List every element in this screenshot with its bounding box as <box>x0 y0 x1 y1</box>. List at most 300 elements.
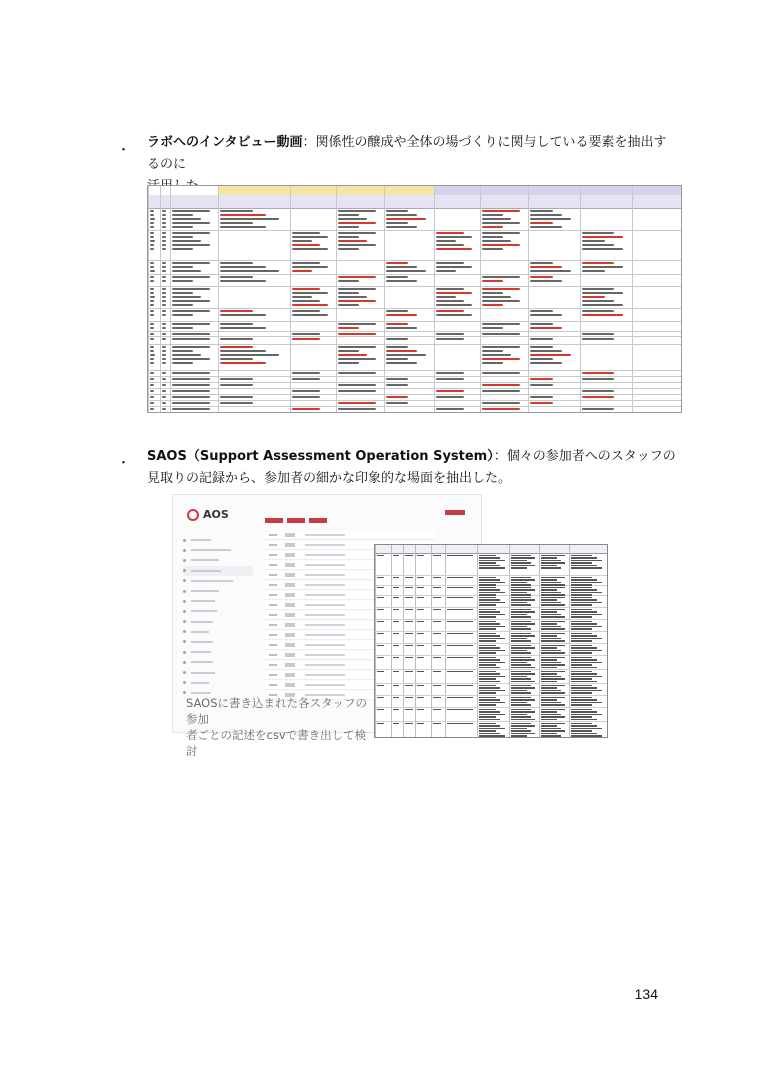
sheet-cell-text <box>220 280 266 282</box>
sheet-cell-text <box>482 402 520 404</box>
sheet-cell-text <box>530 314 562 316</box>
sheet-cell-text <box>150 408 154 410</box>
csv-cell-text <box>479 730 496 732</box>
sheet-cell-text <box>172 314 193 316</box>
sheet-cell-text <box>386 276 408 278</box>
csv-cell-text <box>479 659 501 661</box>
aos-row-avatar <box>285 553 295 557</box>
sheet-cell-text <box>150 248 154 250</box>
sheet-cell-text <box>436 304 472 306</box>
aos-row-title <box>305 614 345 616</box>
sheet-cell-text <box>386 346 408 348</box>
csv-cell-text <box>541 704 565 706</box>
sheet-cell-text <box>530 280 562 282</box>
sheet-cell-text <box>150 384 154 386</box>
csv-row <box>375 655 607 670</box>
csv-cell-text <box>377 609 385 611</box>
sheet-cell-text <box>436 372 464 374</box>
sheet-cell-text <box>220 396 253 398</box>
csv-cell-text <box>511 589 535 591</box>
csv-cell-text <box>447 723 473 725</box>
sheet-cell-text <box>172 338 210 340</box>
csv-cell-text <box>479 692 496 694</box>
sheet-cell-text <box>292 296 312 298</box>
csv-cell-text <box>571 728 603 730</box>
csv-cell-text <box>405 555 413 557</box>
csv-cell-text <box>511 597 531 599</box>
csv-cell-text <box>479 673 501 675</box>
csv-cell-text <box>479 723 496 725</box>
csv-cell-text <box>479 647 501 649</box>
aos-row-avatar <box>285 613 295 617</box>
csv-cell-text <box>433 645 441 647</box>
sheet-cell-text <box>162 350 166 352</box>
csv-cell-text <box>377 633 385 635</box>
sheet-cell-text <box>338 408 376 410</box>
csv-cell-text <box>541 611 557 613</box>
csv-cell-text <box>479 676 505 678</box>
csv-cell-text <box>433 723 441 725</box>
aos-row-avatar <box>285 633 295 637</box>
aos-row-avatar <box>285 663 295 667</box>
sheet-cell-text <box>582 240 605 242</box>
csv-cell-text <box>479 567 505 569</box>
sheet-cell-text <box>220 346 253 348</box>
sheet-cell-text <box>172 310 210 312</box>
csv-cell-text <box>571 719 597 721</box>
aos-sidebar-item <box>183 586 253 596</box>
csv-cell-text <box>541 640 565 642</box>
csv-cell-text <box>541 678 565 680</box>
sheet-cell-text <box>150 266 154 268</box>
sheet-cell-text <box>292 240 312 242</box>
csv-cell-text <box>511 647 535 649</box>
sheet-cell-text <box>338 346 376 348</box>
csv-cell-text <box>393 697 400 699</box>
csv-cell-text <box>417 657 425 659</box>
csv-cell-text <box>479 664 496 666</box>
sheet-cell-text <box>162 390 166 392</box>
sheet-cell-text <box>482 390 520 392</box>
aos-sidebar <box>183 535 253 698</box>
csv-cell-text <box>541 614 561 616</box>
sheet-cell-text <box>172 372 210 374</box>
csv-cell-text <box>479 614 505 616</box>
sheet-cell-text <box>150 333 154 335</box>
sheet-cell-text <box>436 296 456 298</box>
csv-cell-text <box>511 714 527 716</box>
paragraph-heading: ラボへのインタビュー動画 <box>147 135 303 150</box>
csv-cell-text <box>447 621 473 623</box>
aos-row-avatar <box>285 623 295 627</box>
sheet-cell-text <box>582 244 614 246</box>
sheet-cell-text <box>172 384 210 386</box>
sheet-cell-text <box>172 296 201 298</box>
aos-row-title <box>305 684 345 686</box>
csv-cell-text <box>511 640 531 642</box>
sheet-cell-text <box>172 390 210 392</box>
sheet-cell-text <box>150 236 154 238</box>
sheet-cell-text <box>530 270 571 272</box>
sheet-cell-text <box>338 240 367 242</box>
sheet-cell-text <box>338 226 359 228</box>
csv-cell-text <box>405 723 413 725</box>
csv-cell-text <box>571 599 597 601</box>
csv-cell-text <box>447 577 473 579</box>
sheet-cell-text <box>436 236 472 238</box>
aos-row-avatar <box>285 603 295 607</box>
sheet-cell-text <box>530 226 562 228</box>
csv-cell-text <box>511 633 531 635</box>
csv-cell-text <box>571 664 592 666</box>
sheet-cell-text <box>582 390 614 392</box>
screenshot-caption <box>186 695 376 759</box>
csv-cell-text <box>571 626 603 628</box>
csv-cell-text <box>511 621 531 623</box>
sheet-cell-text <box>292 333 320 335</box>
csv-cell-text <box>541 626 561 628</box>
csv-cell-text <box>541 730 565 732</box>
sheet-cell-text <box>162 292 166 294</box>
sheet-cell-text <box>436 378 464 380</box>
sheet-cell-text <box>172 304 193 306</box>
csv-cell-text <box>511 582 527 584</box>
aos-sidebar-label <box>191 559 219 561</box>
sheet-cell-text <box>162 244 166 246</box>
csv-cell-text <box>377 577 385 579</box>
csv-cell-text <box>511 662 527 664</box>
sheet-cell-text <box>292 396 320 398</box>
sheet-cell-text <box>172 292 193 294</box>
csv-cell-text <box>541 676 561 678</box>
sheet-cell-text <box>150 296 155 298</box>
aos-sidebar-item <box>183 627 253 637</box>
sheet-cell-text <box>292 270 312 272</box>
sheet-cell-text <box>338 276 376 278</box>
sheet-cell-text <box>162 310 166 312</box>
csv-cell-text <box>433 657 441 659</box>
csv-cell-text <box>511 616 531 618</box>
sheet-cell-text <box>292 310 320 312</box>
csv-cell-text <box>571 565 597 567</box>
sheet-cell-text <box>162 296 166 298</box>
csv-cell-text <box>571 604 592 606</box>
csv-cell-text <box>433 709 441 711</box>
csv-cell-text <box>393 633 400 635</box>
sheet-cell-text <box>386 280 417 282</box>
aos-row-title <box>305 584 345 586</box>
csv-cell-text <box>511 604 531 606</box>
sheet-cell-text <box>338 248 359 250</box>
csv-cell-text <box>541 723 565 725</box>
sheet-cell-text <box>482 276 520 278</box>
csv-cell-text <box>541 716 565 718</box>
sheet-cell-text <box>172 236 193 238</box>
csv-cell-text <box>541 725 557 727</box>
aos-row-title <box>305 564 345 566</box>
aos-sidebar-item <box>183 667 253 677</box>
sheet-cell-text <box>338 372 376 374</box>
sheet-cell-text <box>220 218 279 220</box>
sheet-cell-text <box>162 288 166 290</box>
sheet-cell-text <box>386 384 408 386</box>
csv-cell-text <box>541 692 565 694</box>
csv-cell-text <box>479 652 496 654</box>
sheet-cell-text <box>162 276 166 278</box>
csv-cell-text <box>571 662 603 664</box>
sheet-cell-text <box>292 300 320 302</box>
sheet-cell-text <box>172 378 210 380</box>
csv-cell-text <box>511 623 535 625</box>
aos-sidebar-item <box>183 545 253 555</box>
sheet-cell-text <box>530 323 553 325</box>
sheet-cell-text <box>150 240 155 242</box>
sheet-cell-text <box>292 236 328 238</box>
csv-cell-text <box>479 671 496 673</box>
sheet-cell-text <box>386 262 408 264</box>
csv-cell-text <box>479 711 501 713</box>
aos-row-avatar <box>285 563 295 567</box>
csv-cell-text <box>511 560 527 562</box>
csv-cell-text <box>541 633 565 635</box>
csv-cell-text <box>417 577 425 579</box>
sheet-cell-text <box>220 262 253 264</box>
csv-cell-text <box>393 657 400 659</box>
csv-cell-text <box>541 719 557 721</box>
sheet-cell-text <box>530 346 553 348</box>
sheet-cell-text <box>292 292 328 294</box>
csv-cell-text <box>511 602 527 604</box>
csv-cell-text <box>541 602 561 604</box>
csv-cell-text <box>479 582 505 584</box>
sheet-cell-text <box>150 372 154 374</box>
aos-sidebar-label <box>191 631 209 633</box>
sheet-cell-text <box>172 280 193 282</box>
csv-cell-text <box>541 592 561 594</box>
csv-cell-text <box>511 657 531 659</box>
csv-cell-text <box>511 681 535 683</box>
sheet-cell-text <box>220 222 253 224</box>
sheet-cell-text <box>162 280 166 282</box>
sheet-cell-text <box>436 248 472 250</box>
csv-cell-text <box>417 597 425 599</box>
csv-cell-text <box>511 664 531 666</box>
aos-row-avatar <box>285 593 295 597</box>
sheet-cell-text <box>292 408 320 410</box>
sheet-cell-text <box>530 262 553 264</box>
csv-cell-text <box>541 728 561 730</box>
aos-row-title <box>305 554 345 556</box>
csv-cell-text <box>541 699 557 701</box>
csv-cell-text <box>479 555 496 557</box>
csv-cell-text <box>511 704 531 706</box>
csv-cell-text <box>393 577 400 579</box>
sheet-cell-text <box>220 350 266 352</box>
aos-sidebar-label <box>191 590 219 592</box>
sheet-cell-text <box>582 310 614 312</box>
sheet-cell-text <box>482 248 503 250</box>
sheet-cell-text <box>436 310 464 312</box>
sheet-cell-text <box>386 323 408 325</box>
sheet-cell-text <box>530 214 562 216</box>
aos-row-id <box>269 614 277 616</box>
csv-cell-text <box>479 709 496 711</box>
sheet-cell-text <box>582 292 623 294</box>
sheet-cell-text <box>220 266 266 268</box>
csv-cell-text <box>479 626 505 628</box>
csv-cell-text <box>479 599 501 601</box>
sheet-cell-text <box>220 402 253 404</box>
sheet-cell-text <box>386 210 408 212</box>
csv-cell-text <box>417 587 425 589</box>
csv-cell-text <box>417 609 425 611</box>
sheet-cell-text <box>172 288 210 290</box>
csv-cell-text <box>541 690 561 692</box>
sheet-cell-text <box>338 288 376 290</box>
csv-cell-text <box>541 616 565 618</box>
csv-cell-text <box>479 623 501 625</box>
aos-sidebar-label <box>191 610 217 612</box>
paragraph-text: ：関係性の醸成や全体の場づくりに関与している要素を抽出するのに <box>147 135 667 172</box>
sheet-cell-text <box>150 327 154 329</box>
csv-cell-text <box>541 628 565 630</box>
sheet-cell-text <box>386 226 417 228</box>
sheet-cell-text <box>150 210 154 212</box>
csv-cell-text <box>571 690 603 692</box>
sheet-cell-text <box>582 378 614 380</box>
aos-logo-text: AOS <box>203 508 229 521</box>
sheet-cell-text <box>482 300 520 302</box>
sheet-cell-text <box>386 358 408 360</box>
csv-cell-text <box>479 699 501 701</box>
sheet-cell-text <box>172 350 193 352</box>
sheet-cell-text <box>162 372 166 374</box>
csv-cell-text <box>479 645 496 647</box>
sheet-cell-text <box>386 350 417 352</box>
sheet-cell-text <box>338 210 376 212</box>
sheet-cell-text <box>530 266 562 268</box>
sheet-cell-text <box>150 338 154 340</box>
csv-cell-text <box>433 671 441 673</box>
csv-cell-text <box>479 633 496 635</box>
sheet-cell-text <box>172 358 210 360</box>
sheet-cell-text <box>220 276 253 278</box>
csv-cell-text <box>511 645 531 647</box>
csv-cell-text <box>571 657 592 659</box>
csv-cell-text <box>511 592 527 594</box>
aos-sidebar-label <box>191 651 211 653</box>
sheet-cell-text <box>436 262 464 264</box>
sheet-cell-text <box>436 288 464 290</box>
sheet-cell-text <box>172 402 210 404</box>
sheet-cell-text <box>338 222 376 224</box>
sheet-cell-text <box>150 314 154 316</box>
sheet-cell-text <box>338 402 376 404</box>
aos-row-title <box>305 544 345 546</box>
sheet-cell-text <box>220 226 266 228</box>
sheet-cell-text <box>436 300 464 302</box>
csv-cell-text <box>511 577 531 579</box>
sheet-cell-text <box>162 362 166 364</box>
csv-cell-text <box>479 714 505 716</box>
page-number: 134 <box>634 986 658 1002</box>
csv-cell-text <box>571 711 597 713</box>
aos-row-avatar <box>285 573 295 577</box>
csv-cell-text <box>511 711 535 713</box>
sheet-cell-text <box>530 402 553 404</box>
csv-cell-text <box>393 723 400 725</box>
csv-cell-text <box>417 621 425 623</box>
csv-cell-text <box>511 650 527 652</box>
sheet-cell-text <box>436 390 464 392</box>
sheet-cell-text <box>582 236 623 238</box>
sheet-cell-text <box>338 354 367 356</box>
csv-cell-text <box>511 635 535 637</box>
sheet-cell-text <box>220 354 279 356</box>
sheet-row <box>148 286 681 309</box>
sheet-cell-text <box>162 236 166 238</box>
sheet-cell-text <box>530 222 553 224</box>
sheet-cell-text <box>162 304 166 306</box>
csv-cell-text <box>541 662 561 664</box>
csv-cell-text <box>447 685 473 687</box>
aos-row-title <box>305 534 345 536</box>
sheet-cell-text <box>172 222 210 224</box>
sheet-cell-text <box>338 244 376 246</box>
csv-cell-text <box>479 667 501 669</box>
aos-sidebar-label <box>191 539 211 541</box>
sheet-cell-text <box>172 270 201 272</box>
sheet-cell-text <box>482 236 503 238</box>
csv-cell-text <box>571 673 597 675</box>
sheet-cell-text <box>172 248 193 250</box>
csv-cell-text <box>571 678 592 680</box>
aos-row-title <box>305 634 345 636</box>
sheet-cell-text <box>172 354 201 356</box>
csv-cell-text <box>541 597 565 599</box>
csv-cell-text <box>405 587 413 589</box>
sheet-cell-text <box>338 362 359 364</box>
csv-cell-text <box>405 621 413 623</box>
csv-cell-text <box>479 690 505 692</box>
aos-toolbar-button <box>309 518 327 523</box>
csv-cell-text <box>479 725 501 727</box>
csv-cell-text <box>541 702 561 704</box>
csv-cell-text <box>433 555 441 557</box>
sheet-cell-text <box>220 214 266 216</box>
sheet-cell-text <box>172 362 193 364</box>
bullet-marker: ・ <box>117 456 131 471</box>
caption-line: SAOSに書き込まれた各スタッフの参加 <box>186 696 368 726</box>
aos-sidebar-label <box>191 692 211 694</box>
csv-cell-text <box>393 671 400 673</box>
sheet-cell-text <box>436 232 464 234</box>
csv-cell-text <box>479 562 496 564</box>
csv-cell-text <box>479 587 496 589</box>
csv-cell-text <box>511 565 535 567</box>
sheet-cell-text <box>482 244 520 246</box>
sheet-cell-text <box>482 288 520 290</box>
csv-cell-text <box>511 609 531 611</box>
sheet-cell-text <box>162 248 166 250</box>
aos-row-avatar <box>285 683 295 687</box>
interview-analysis-spreadsheet-image <box>147 185 682 413</box>
sheet-cell-text <box>482 214 503 216</box>
sheet-cell-text <box>172 240 201 242</box>
csv-cell-text <box>541 562 565 564</box>
sheet-cell-text <box>162 226 166 228</box>
aos-sidebar-icon <box>183 620 186 623</box>
